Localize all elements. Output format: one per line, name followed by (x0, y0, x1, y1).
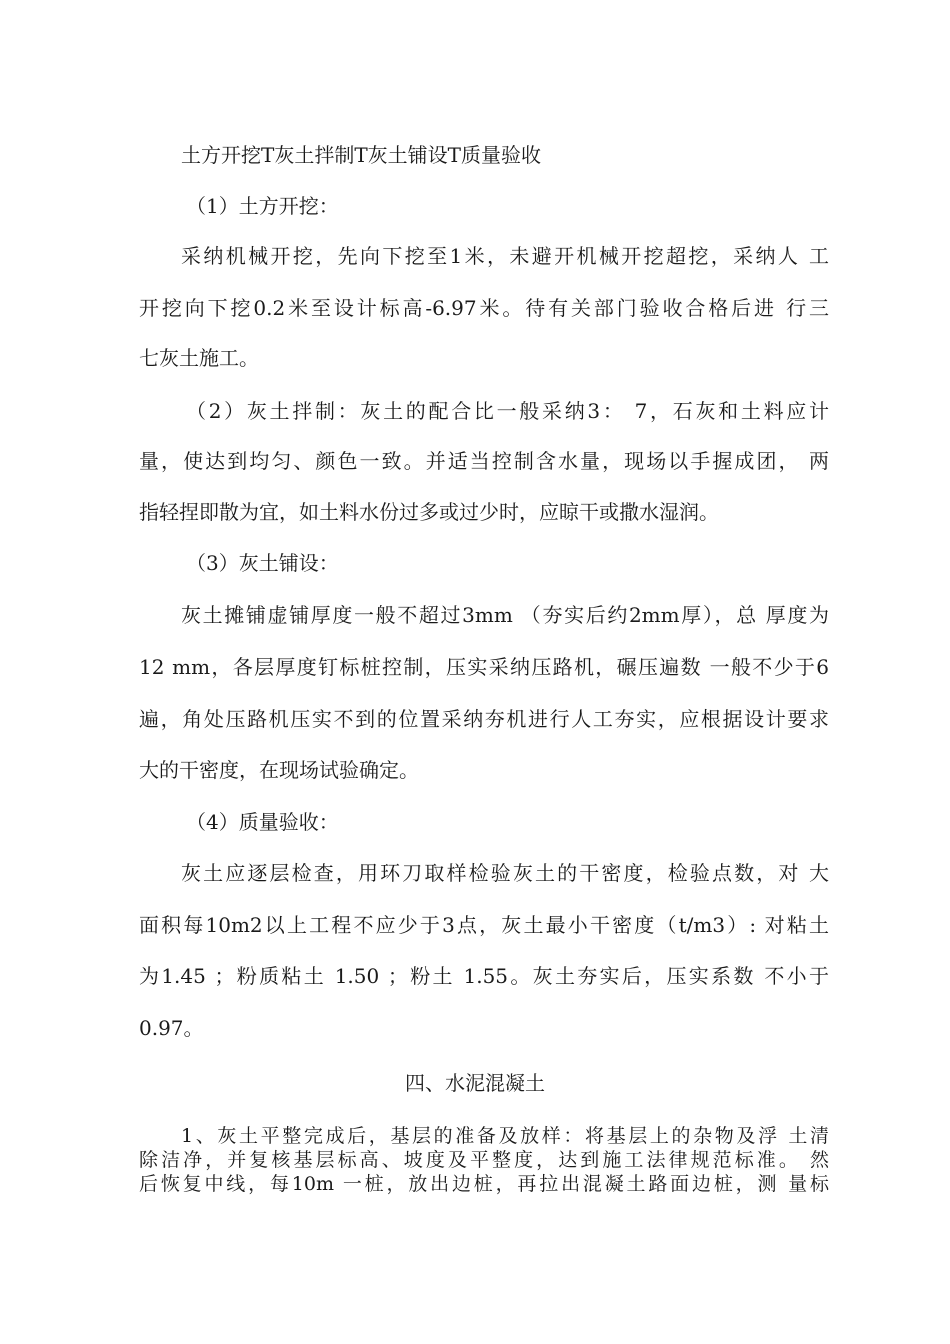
paragraph-line: 灰土摊铺虚铺厚度一般不超过3mm （夯实后约2mm厚），总 厚度为 (181, 603, 829, 627)
flow-line: 土方开挖T灰土拌制T灰土铺设T质量验收 (181, 143, 542, 167)
section-title: 四、水泥混凝土 (405, 1071, 545, 1095)
paragraph-line: 大的干密度，在现场试验确定。 (139, 758, 419, 782)
paragraph-line: 指轻捏即散为宜，如土料水份过多或过少时，应晾干或撒水湿润。 (139, 500, 719, 524)
paragraph-line: 1、灰土平整完成后，基层的准备及放样：将基层上的杂物及浮 土清 (181, 1125, 829, 1147)
section-heading-1: （1）土方开挖： (186, 194, 339, 218)
paragraph-line: 12 mm，各层厚度钉标桩控制，压实采纳压路机，碾压遍数 一般不少于6 (139, 655, 829, 679)
paragraph-line: 面积每10m2以上工程不应少于3点，灰土最小干密度（t/m3）: 对粘土 (139, 913, 829, 937)
paragraph-line: （2）灰土拌制：灰土的配合比一般采纳3： 7，石灰和土料应计 (186, 399, 829, 423)
paragraph-line: 采纳机械开挖，先向下挖至1米，未避开机械开挖超挖，采纳人 工 (181, 244, 829, 268)
paragraph-line: 0.97。 (139, 1016, 204, 1040)
paragraph-line: 量，使达到均匀、颜色一致。并适当控制含水量，现场以手握成团， 两 (139, 449, 829, 473)
paragraph-line: 开挖向下挖0.2米至设计标高-6.97米。待有关部门验收合格后进 行三 (139, 296, 829, 320)
paragraph-line: 除洁净，并复核基层标高、坡度及平整度，达到施工法律规范标准。 然 (139, 1149, 829, 1171)
paragraph-line: 为1.45 ；粉质粘土 1.50 ；粉土 1.55。灰土夯实后，压实系数 不小于 (139, 964, 829, 988)
paragraph-line: 灰土应逐层检查，用环刀取样检验灰土的干密度，检验点数，对 大 (181, 861, 829, 885)
paragraph-line: 遍，角处压路机压实不到的位置采纳夯机进行人工夯实，应根据设计要求 (139, 707, 829, 731)
paragraph-line: 后恢复中线，每10m 一桩，放出边桩，再拉出混凝土路面边桩，测 量标 (139, 1173, 829, 1195)
section-heading-4: （4）质量验收： (186, 810, 339, 834)
section-heading-3: （3）灰土铺设： (186, 551, 339, 575)
paragraph-line: 七灰土施工。 (139, 346, 259, 370)
